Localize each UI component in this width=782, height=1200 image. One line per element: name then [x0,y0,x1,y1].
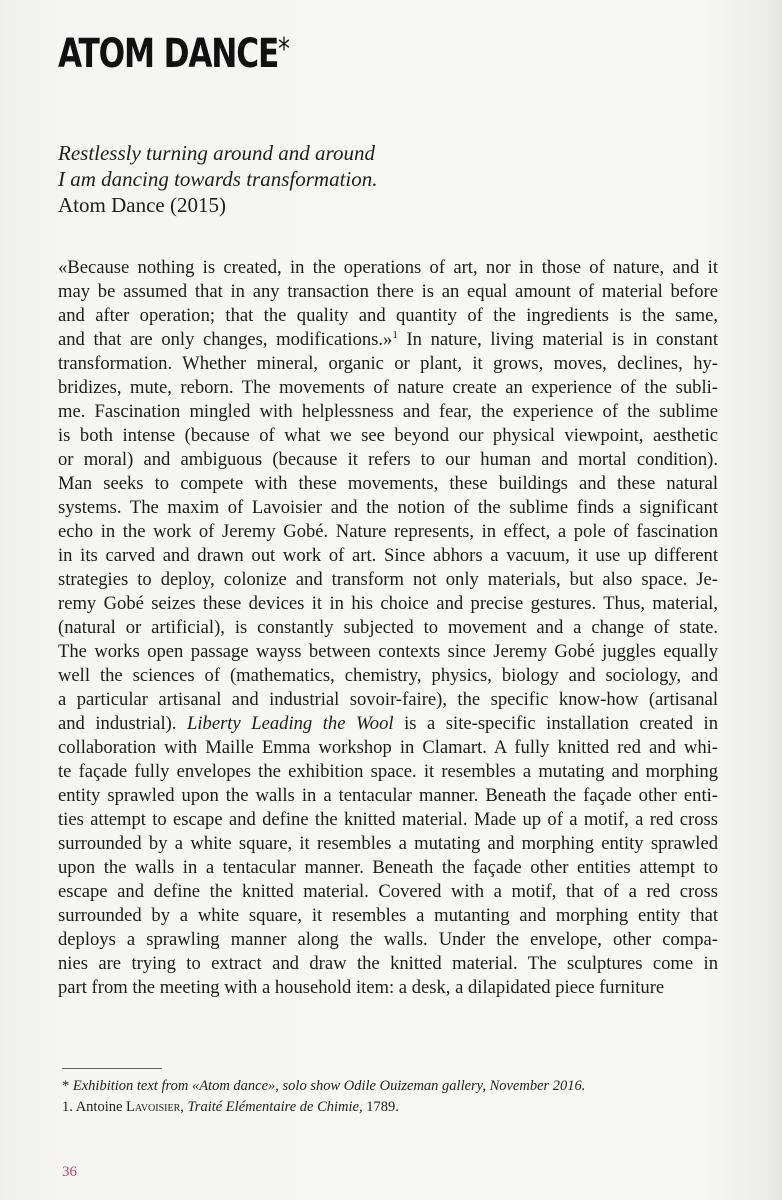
footnote-divider [62,1068,162,1069]
footnote-star-marker: * [62,1078,73,1094]
body-line: is both intense (because of what we see beyond our physical viewpoint, aesthetic [58,425,718,446]
epigraph-line: Restlessly turning around and around [58,141,375,165]
body-line: strategies to deploy, colonize and transform not only materials, but also space. Je- [58,569,718,590]
body-line: a particular artisanal and industrial sovoir-faire), the specific know-how (artisanal [58,689,718,710]
body-line: deploys a sprawling manner along the walls. Under the envelope, other compa- [58,929,718,950]
epigraph-line: I am dancing towards transformation. [58,167,378,191]
footnote-1-prefix: 1. Antoine [62,1099,127,1115]
body-line: escape and define the knitted material. Covered with a motif, that of a red cross [58,881,718,902]
body-line: upon the walls in a tentacular manner. Beneath the façade other entities attempt to [58,857,718,878]
footnote-1-author: Lavoisier [126,1099,181,1115]
footnote-star-text: Exhibition text from «Atom dance», solo show Odile Ouizeman gallery, November 2016. [72,1078,586,1094]
footnote-1-sep: , [180,1099,188,1115]
footnote-1 [62,1097,722,1118]
body-line: or moral) and ambiguous (because it refers to our human and mortal condition). [58,449,718,470]
body-line: «Because nothing is created, in the operations of art, nor in those of nature, and it [58,257,718,278]
body-line [58,328,718,352]
body-line: remy Gobé seizes these devices it in his choice and precise gestures. Thus, material, [58,593,718,614]
footnotes [62,1076,722,1118]
body-line: may be assumed that in any transaction there is an equal amount of material before [58,281,718,302]
body-line: echo in the work of Jeremy Gobé. Nature represents, in effect, a pole of fascination [58,521,718,542]
body-line [58,712,718,736]
body-line: me. Fascination mingled with helplessness and fear, the experience of the sublime [58,401,718,422]
body-line: surrounded by a white square, it resembles a mutating and morphing entity sprawled [58,833,718,854]
body-paragraph [58,256,718,1000]
body-line: part from the meeting with a household item: a desk, a dilapidated piece furniture [58,977,665,998]
body-line: in its carved and drawn out work of art. Since abhors a vacuum, it use up different [58,545,718,566]
artwork-title: Liberty Leading the Wool [187,713,394,734]
footnote-1-year: , 1789. [358,1099,399,1115]
title-footnote-marker: * [278,32,289,67]
page-number: 36 [62,1164,77,1180]
body-line: bridizes, mute, reborn. The movements of nature create an experience of the subli- [58,377,718,398]
body-line: te façade fully envelopes the exhibition space. it resembles a mutating and morphing [58,761,718,782]
chapter-title-text: ATOM DANCE [58,31,279,77]
body-line: The works open passage wayss between contexts since Jeremy Gobé juggles equally [58,641,718,662]
body-line-tail: is a site-specific installation created in [393,713,718,734]
body-line: ties attempt to escape and define the knitted material. Made up of a motif, a red cross [58,809,718,830]
body-line: nies are trying to extract and draw the knitted material. The sculptures come in [58,953,718,974]
body-line-quote-end: and that are only changes, modifications.» [58,329,393,350]
body-line: Man seeks to compete with these movements, these buildings and these natural [58,473,718,494]
chapter-title [58,28,289,80]
body-line: surrounded by a white square, it resembles a mutanting and morphing entity that [58,905,718,926]
epigraph-attribution: Atom Dance (2015) [58,193,226,217]
body-line: well the sciences of (mathematics, chemistry, physics, biology and sociology, and [58,665,718,686]
body-line: entity sprawled upon the walls in a tentacular manner. Beneath the façade other enti- [58,785,718,806]
footnote-star [62,1076,722,1097]
body-line: and after operation; that the quality and quantity of the ingredients is the same, [58,305,718,326]
epigraph [58,140,558,218]
body-line-head: and industrial). [58,713,177,734]
body-line: collaboration with Maille Emma workshop in Clamart. A fully knitted red and whi- [58,737,718,758]
footnote-ref: 1 [392,329,398,341]
footnote-1-title: Traité Elémentaire de Chimie [187,1099,359,1115]
body-line-tail: In nature, living material is in constant [397,329,718,350]
body-line: transformation. Whether mineral, organic or plant, it grows, moves, declines, hy- [58,353,718,374]
body-line: (natural or artificial), is constantly subjected to movement and a change of state. [58,617,718,638]
body-line: systems. The maxim of Lavoisier and the notion of the sublime finds a significant [58,497,718,518]
